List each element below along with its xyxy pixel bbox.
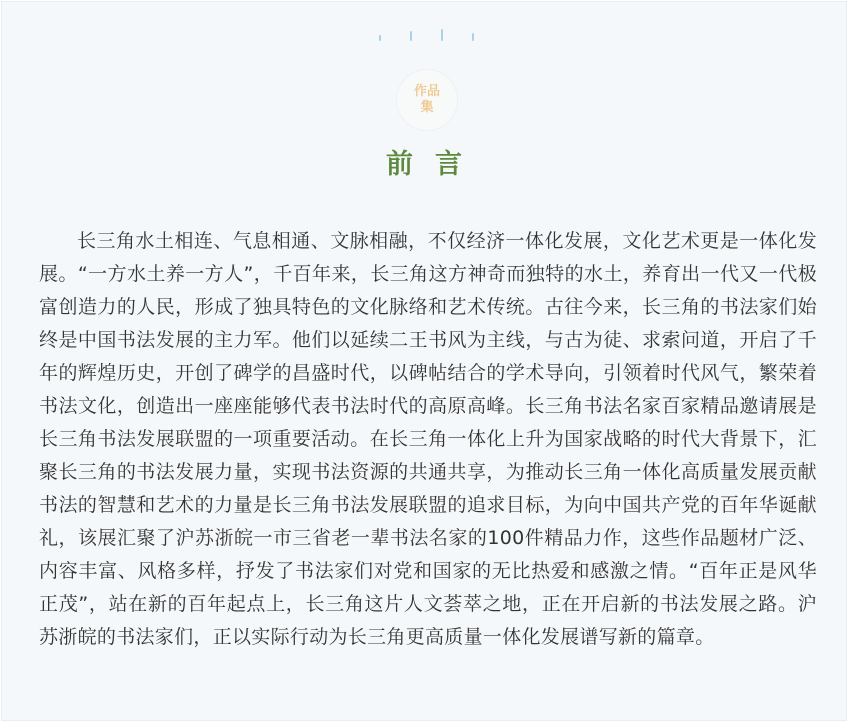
content-frame	[1, 1, 847, 721]
decorative-ticks	[2, 29, 846, 45]
preface-paragraph: 长三角水土相连、气息相通、文脉相融，不仅经济一体化发展，文化艺术更是一体化发展。“一方水土养一方人”，千百年来，长三角这方神奇而独特的水土，养育出一代又一代极富创造力的人民，形成了独具特色的文化脉络和艺术传统。古往今来，长三角的书法家们始终是中国书法发展的主力军。他们以延续二王书风为主线，与古为徒、求索问道，开启了千年的辉煌历史，开创了碑学的昌盛时代，以碑帖结合的学术导向，引领着时代风气，繁荣着书法文化，创造出一座座能够代表书法时代的高原高峰。长三角书法名家百家精品邀请展是长三角书法发展联盟的一项重要活动。在长三角一体化上升为国家战略的时代大背景下，汇聚长三角的书法发展力量，实现书法资源的共通共享，为推动长三角一体化高质量发展贡献书法的智慧和艺术的力量是长三角书法发展联盟的追求目标，为向中国共产党的百年华诞献礼，该展汇聚了沪苏浙皖一市三省老一辈书法名家的100件精品力作，这些作品题材广泛、内容丰富、风格多样，抒发了书法家们对党和国家的无比热爱和感激之情。“百年正是风华正茂”，站在新的百年起点上，长三角这片人文荟萃之地，正在开启新的书法发展之路。沪苏浙皖的书法家们，正以实际行动为长三角更高质量一体化发展谱写新的篇章。	[39, 230, 817, 648]
tick-mark	[472, 33, 474, 41]
collection-badge	[396, 69, 458, 131]
collection-badge-label: 作品集	[413, 84, 440, 115]
tick-mark	[379, 35, 381, 41]
tick-mark	[410, 31, 412, 41]
page-title: 前言	[386, 149, 484, 180]
tick-mark	[441, 29, 443, 41]
